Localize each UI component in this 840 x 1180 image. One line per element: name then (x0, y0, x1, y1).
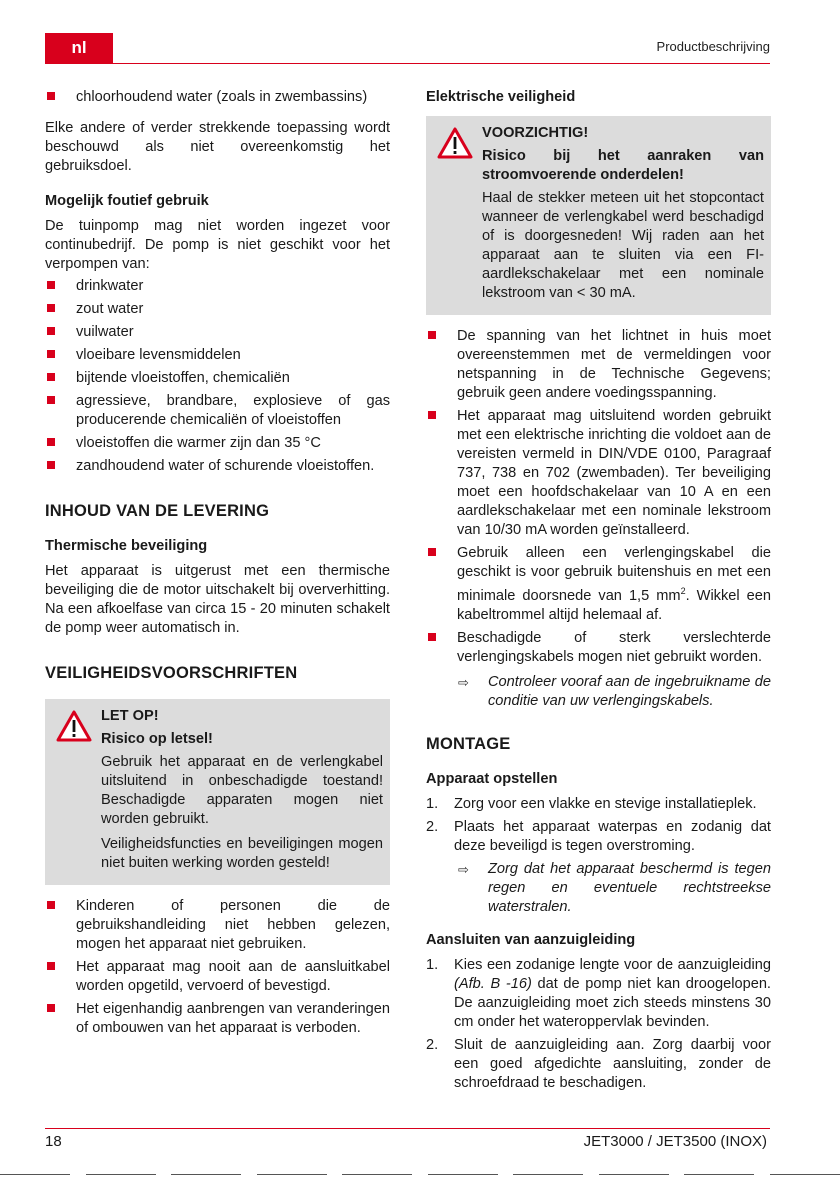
step-item: 1. Kies een zodanige lengte voor de aanzuigleiding (Afb. B -16) dat de pomp niet kan droogelopen. De aanzuigleiding moet zich steeds minstens 30 cm onder het wateroppervlak bevinden. (426, 956, 771, 1030)
misuse-list (45, 277, 390, 476)
superscript: 2 (680, 586, 686, 596)
page-number: 18 (45, 1133, 62, 1150)
list-item: Kinderen of personen die de gebruikshandleiding niet hebben gelezen, mogen het apparaat niet gebruiken. (45, 897, 390, 954)
warning-title: LET OP! (101, 708, 159, 724)
list-item: vloeibare levensmiddelen (45, 346, 390, 365)
left-column (45, 88, 390, 1050)
suction-steps (426, 956, 771, 1093)
model-name: JET3000 / JET3500 (INOX) (583, 1133, 767, 1150)
paragraph: Het apparaat is uitgerust met een thermische beveiliging die de motor uitschakelt bij oververhitting. Na een afkoelfase van circa 15 - 20 minuten schakelt de pomp weer automatisch in. (45, 563, 390, 636)
list-item: zandhoudend water of schurende vloeistoffen. (45, 457, 390, 476)
list-item: chloorhoudend water (zoals in zwembassins) (45, 88, 390, 107)
list-item: Het eigenhandig aanbrengen van veranderingen of ombouwen van het apparaat is verboden. (45, 1000, 390, 1038)
language-label: nl (71, 38, 87, 57)
note (426, 673, 771, 711)
placement-steps (426, 795, 771, 856)
heading-delivery: INHOUD VAN DE LEVERING (45, 502, 270, 520)
step-text: Kies een zodanige lengte voor de aanzuigleiding (454, 956, 771, 973)
cable-text: Gebruik alleen een verlengingskabel die geschikt is voor gebruik buitenshuis en met een minimale doorsnede van 1,5 mm (457, 545, 771, 604)
list-item: drinkwater (45, 277, 390, 296)
safety-list (45, 897, 390, 1038)
subheading-misuse: Mogelijk foutief gebruik (45, 193, 209, 209)
subheading-placement: Apparaat opstellen (426, 770, 558, 787)
caution-box (426, 116, 771, 315)
page-edge-marks (0, 1174, 840, 1176)
electrical-list (426, 327, 771, 667)
warning-text: Gebruik het apparaat en de verlengkabel uitsluitend in onbeschadigde toestand! Beschadigde apparaten mogen niet worden gebruikt. (101, 754, 383, 827)
list-item: agressieve, brandbare, explosieve of gas producerende chemicaliën of vloeistoffen (45, 392, 390, 430)
section-title: Productbeschrijving (656, 39, 770, 54)
subheading-thermal: Thermische beveiliging (45, 538, 208, 554)
list-item (426, 544, 771, 625)
list-item: zout water (45, 300, 390, 319)
header-divider (45, 63, 770, 64)
note-text: Controleer vooraf aan de ingebruikname de conditie van uw verlengingskabels. (488, 673, 771, 709)
list-item: Het apparaat mag nooit aan de aansluitkabel worden opgetild, vervoerd of bevestigd. (45, 958, 390, 996)
note-text: Zorg dat het apparaat beschermd is tegen regen en eventuele rechtstreekse waterstralen. (488, 860, 771, 915)
subheading-suction: Aansluiten van aanzuigleiding (426, 931, 636, 948)
caution-text: Haal de stekker meteen uit het stopcontact wanneer de verlengkabel werd beschadigd of is doorgesneden! Wij raden aan het apparaat aan te sluiten via een FI-aardlekschakelaar met een nominale lekstroom van < 30 mA. (482, 190, 764, 301)
step-text: dat de pomp niet kan droogelopen. De aanzuigleiding moet zich steeds minstens 30 cm onder het wateroppervlak bevinden. (454, 975, 771, 1030)
list-item: Het apparaat mag uitsluitend worden gebruikt met een elektrische inrichting die voldoet aan de vereisten vermeld in DIN/VDE 0100, Paragraaf 737, 738 en 702 (zwembaden). Ter beveiliging moet een hoofdschakelaar van 10 A en een aardlekschakelaar met een nominale lekstroom van 10/30 mA worden geïnstalleerd. (426, 407, 771, 540)
note (426, 860, 771, 917)
step-text: Plaats het apparaat waterpas en zodanig dat deze beveiligd is tegen overstroming. (454, 818, 771, 854)
caution-subtitle: Risico bij het aanraken van stroomvoerende onderdelen! (482, 148, 764, 183)
list-item: Beschadigde of sterk verslechterde verlengingskabels mogen niet gebruikt worden. (426, 629, 771, 667)
bullet-list-top (45, 88, 390, 107)
caution-title: VOORZICHTIG! (482, 125, 589, 141)
heading-safety: VEILIGHEIDSVOORSCHRIFTEN (45, 664, 298, 682)
list-item: De spanning van het lichtnet in huis moet overeenstemmen met de vermeldingen voor netspanning in de Technische Gegevens; gebruik geen andere voedingsspanning. (426, 327, 771, 403)
subheading-electrical: Elektrische veiligheid (426, 89, 576, 105)
warning-triangle-icon (56, 710, 92, 742)
cable-text-end: . Wikkel een kabeltrommel altijd helemaal af. (457, 587, 772, 623)
list-item: vuilwater (45, 323, 390, 342)
heading-montage: MONTAGE (426, 734, 511, 753)
list-item: vloeistoffen die warmer zijn dan 35 °C (45, 434, 390, 453)
warning-text: Veiligheidsfuncties en beveiligingen mogen niet buiten werking worden gesteld! (101, 836, 383, 871)
warning-subtitle: Risico op letsel! (101, 731, 213, 747)
arrow-right-icon: ⇨ (458, 674, 469, 690)
step-item: 2. Sluit de aanzuigleiding aan. Zorg daarbij voor een goed afgedichte aansluiting, zonder de schroefdraad te beschadigen. (426, 1036, 771, 1091)
warning-triangle-icon (437, 127, 473, 159)
warning-box (45, 699, 390, 885)
paragraph: De tuinpomp mag niet worden ingezet voor continubedrijf. De pomp is niet geschikt voor het verpompen van: (45, 218, 390, 272)
paragraph: Elke andere of verder strekkende toepassing wordt beschouwd als niet overeenkomstig het gebruiksdoel. (45, 120, 390, 174)
language-tab (45, 33, 113, 63)
list-item: bijtende vloeistoffen, chemicaliën (45, 369, 390, 388)
figure-reference: (Afb. B -16) (454, 975, 532, 992)
step-text: Sluit de aanzuigleiding aan. Zorg daarbij voor een goed afgedichte aansluiting, zonder de schroefdraad te beschadigen. (454, 1036, 771, 1091)
step-text: Zorg voor een vlakke en stevige installatieplek. (454, 795, 757, 812)
right-column (426, 88, 771, 1105)
footer-divider (45, 1128, 770, 1129)
arrow-right-icon: ⇨ (458, 861, 469, 877)
step-item: 2. Plaats het apparaat waterpas en zodanig dat deze beveiligd is tegen overstroming. (426, 818, 771, 854)
step-item: 1. Zorg voor een vlakke en stevige installatieplek. (426, 795, 757, 812)
